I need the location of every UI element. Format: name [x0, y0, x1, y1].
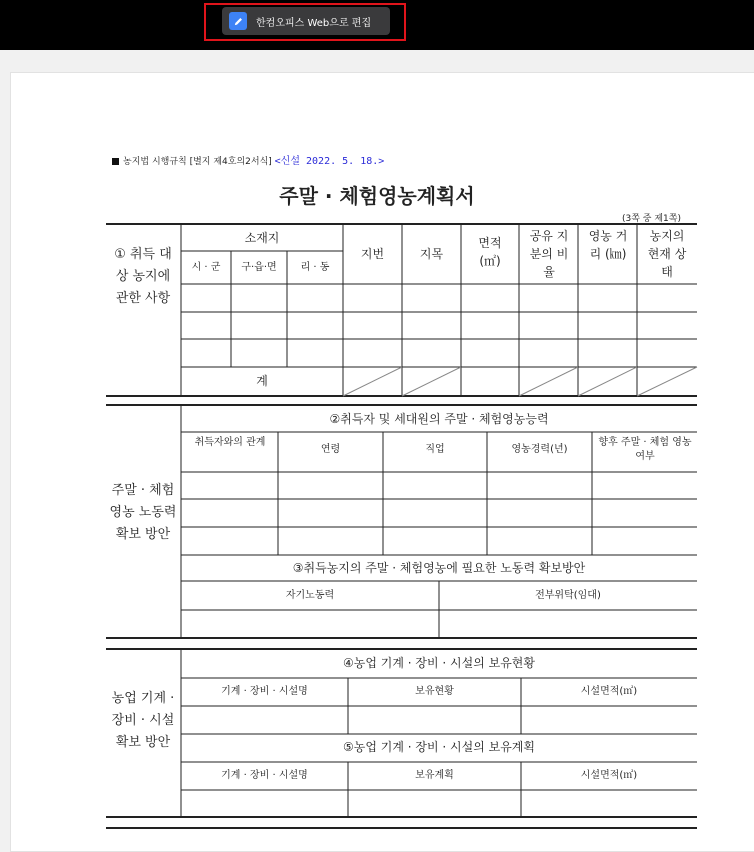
section1-label: ① 취득 대상 농지에 관한 사항 — [114, 247, 172, 306]
section3-label: 농업 기계 · 장비 · 시설 확보 방안 — [111, 691, 175, 750]
col-entrust: 전부위탁(임대) — [535, 590, 601, 601]
col-ridong: 리 · 동 — [300, 262, 330, 273]
law-ref-text: 농지법 시행규칙 [별지 제4호의2서식] — [123, 157, 272, 167]
col-age: 연령 — [320, 444, 341, 455]
col-plan: 보유계획 — [415, 770, 454, 781]
hold-title: ④농업 기계 · 장비 · 시설의 보유현황 — [343, 656, 535, 670]
col-distance: 영농 거리 (㎞) — [588, 229, 628, 261]
ability-title: ②취득자 및 세대원의 주말 · 체험영농능력 — [329, 412, 549, 426]
col-job: 직업 — [425, 444, 445, 455]
viewer-toolbar — [0, 0, 754, 50]
square-bullet-icon — [112, 158, 119, 165]
col-relation: 취득자와의 관계 — [194, 437, 266, 448]
page-info: (3쪽 중 제1쪽) — [622, 214, 681, 224]
labor-title: ③취득농지의 주말 · 체험영농에 필요한 노동력 확보방안 — [292, 561, 586, 575]
col-location: 소재지 — [244, 231, 280, 245]
col-status: 농지의 현재 상태 — [647, 229, 687, 279]
highlight-box — [204, 3, 406, 41]
col-area: 면적 (㎡) — [478, 236, 502, 268]
new-date-note: <신설 2022. 5. 18.> — [274, 156, 385, 167]
section2-label: 주말 · 체험 영농 노동력 확보 방안 — [109, 483, 177, 542]
col-machine: 기계 · 장비 · 시설명 — [221, 686, 308, 697]
col-future: 향후 주말 · 체험 영농여부 — [598, 437, 692, 462]
col-facility-area: 시설면적(㎡) — [580, 686, 638, 697]
col-share: 공유 지분의 비율 — [529, 229, 569, 279]
col-self-labor: 자기노동력 — [285, 590, 335, 601]
col-jibeon: 지번 — [360, 247, 385, 261]
col-hold: 보유현황 — [415, 686, 454, 697]
edit-button-label: 한컴오피스 Web으로 편집 — [256, 17, 372, 29]
total-row-label: 계 — [256, 374, 268, 388]
col-facility-area-plan: 시설면적(㎡) — [580, 770, 638, 781]
plan-title: ⑤농업 기계 · 장비 · 시설의 보유계획 — [343, 740, 535, 754]
col-sigun: 시 · 군 — [191, 262, 221, 273]
col-career: 영농경력(년) — [511, 444, 568, 455]
law-reference — [112, 152, 384, 167]
col-machine-plan: 기계 · 장비 · 시설명 — [221, 770, 308, 781]
col-jimok: 지목 — [419, 247, 444, 261]
document-title: 주말 · 체험영농계획서 — [279, 184, 475, 208]
col-eupmyeon: 구·읍·면 — [241, 262, 277, 273]
